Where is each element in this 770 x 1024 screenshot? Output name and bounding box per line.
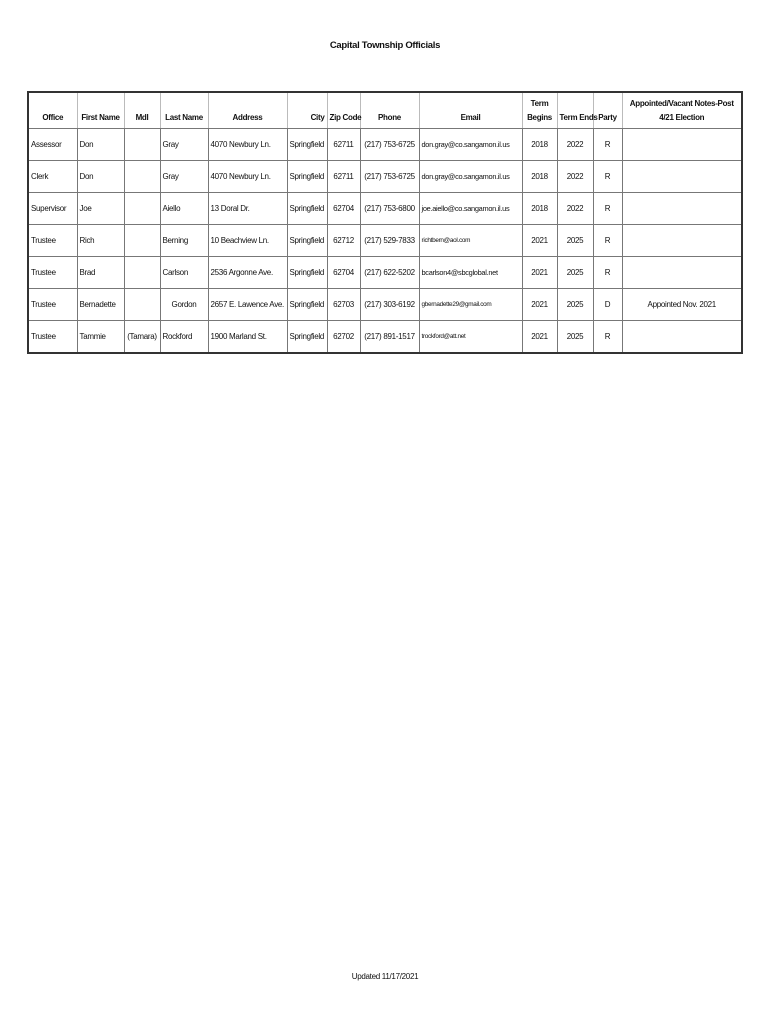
col-header-phone: Phone xyxy=(360,92,419,129)
cell-last-name: Gordon xyxy=(160,289,208,321)
cell-zip: 62711 xyxy=(327,161,360,193)
table-row xyxy=(28,289,742,321)
cell-zip: 62702 xyxy=(327,321,360,354)
cell-mdl xyxy=(124,161,160,193)
cell-party: R xyxy=(593,129,622,161)
cell-zip: 62712 xyxy=(327,225,360,257)
cell-term-begins: 2021 xyxy=(522,321,557,354)
col-header-city: City xyxy=(287,92,327,129)
cell-mdl xyxy=(124,289,160,321)
cell-city: Springfield xyxy=(287,321,327,354)
cell-term-begins: 2021 xyxy=(522,225,557,257)
cell-term-ends: 2025 xyxy=(557,257,593,289)
col-header-address: Address xyxy=(208,92,287,129)
cell-term-ends: 2025 xyxy=(557,321,593,354)
cell-mdl xyxy=(124,129,160,161)
cell-first-name: Rich xyxy=(77,225,124,257)
cell-email: don.gray@co.sangamon.il.us xyxy=(419,161,522,193)
cell-last-name: Gray xyxy=(160,161,208,193)
cell-term-ends: 2022 xyxy=(557,129,593,161)
table-header-row xyxy=(28,92,742,129)
cell-term-begins: 2021 xyxy=(522,257,557,289)
table-row xyxy=(28,257,742,289)
cell-address: 10 Beachview Ln. xyxy=(208,225,287,257)
term-begins-line-2: Begins xyxy=(527,113,552,122)
cell-address: 13 Doral Dr. xyxy=(208,193,287,225)
cell-party: D xyxy=(593,289,622,321)
table-row xyxy=(28,225,742,257)
cell-term-begins: 2018 xyxy=(522,129,557,161)
cell-zip: 62711 xyxy=(327,129,360,161)
cell-office: Assessor xyxy=(28,129,77,161)
cell-term-ends: 2022 xyxy=(557,161,593,193)
cell-office: Trustee xyxy=(28,225,77,257)
cell-address: 1900 Marland St. xyxy=(208,321,287,354)
cell-city: Springfield xyxy=(287,161,327,193)
cell-zip: 62703 xyxy=(327,289,360,321)
cell-last-name: Berning xyxy=(160,225,208,257)
page-title: Capital Township Officials xyxy=(329,40,441,51)
cell-address: 4070 Newbury Ln. xyxy=(208,161,287,193)
cell-office: Clerk xyxy=(28,161,77,193)
cell-last-name: Carlson xyxy=(160,257,208,289)
cell-last-name: Rockford xyxy=(160,321,208,354)
table-row xyxy=(28,161,742,193)
cell-first-name: Bernadette xyxy=(77,289,124,321)
cell-email: richtbern@aol.com xyxy=(419,225,522,257)
col-header-last-name: Last Name xyxy=(160,92,208,129)
cell-mdl xyxy=(124,225,160,257)
cell-mdl: (Tamara) xyxy=(124,321,160,354)
cell-notes xyxy=(622,257,742,289)
cell-first-name: Don xyxy=(77,129,124,161)
cell-party: R xyxy=(593,193,622,225)
cell-last-name: Gray xyxy=(160,129,208,161)
cell-mdl xyxy=(124,193,160,225)
cell-first-name: Joe xyxy=(77,193,124,225)
cell-phone: (217) 303-6192 xyxy=(360,289,419,321)
col-header-office: Office xyxy=(28,92,77,129)
cell-address: 2536 Argonne Ave. xyxy=(208,257,287,289)
cell-zip: 62704 xyxy=(327,193,360,225)
cell-city: Springfield xyxy=(287,129,327,161)
cell-notes xyxy=(622,225,742,257)
cell-phone: (217) 753-6725 xyxy=(360,161,419,193)
term-begins-line-1: Term xyxy=(530,99,549,108)
notes-line-2: 4/21 Election xyxy=(659,113,705,122)
cell-city: Springfield xyxy=(287,225,327,257)
cell-notes xyxy=(622,193,742,225)
col-header-mdl: Mdl xyxy=(124,92,160,129)
cell-party: R xyxy=(593,225,622,257)
table-row xyxy=(28,129,742,161)
col-header-party: Party xyxy=(593,92,622,129)
cell-last-name: Aiello xyxy=(160,193,208,225)
updated-date: Updated 11/17/2021 xyxy=(351,972,419,981)
col-header-zip: Zip Code xyxy=(327,92,360,129)
col-header-term-begins xyxy=(522,92,557,129)
cell-email: joe.aiello@co.sangamon.il.us xyxy=(419,193,522,225)
cell-first-name: Don xyxy=(77,161,124,193)
col-header-email: Email xyxy=(419,92,522,129)
cell-address: 4070 Newbury Ln. xyxy=(208,129,287,161)
cell-party: R xyxy=(593,161,622,193)
cell-phone: (217) 622-5202 xyxy=(360,257,419,289)
cell-term-begins: 2018 xyxy=(522,193,557,225)
cell-zip: 62704 xyxy=(327,257,360,289)
notes-line-1: Appointed/Vacant Notes-Post xyxy=(629,99,734,108)
cell-email: gbernadette29@gmail.com xyxy=(419,289,522,321)
cell-office: Trustee xyxy=(28,289,77,321)
cell-office: Trustee xyxy=(28,321,77,354)
cell-phone: (217) 753-6725 xyxy=(360,129,419,161)
cell-party: R xyxy=(593,257,622,289)
col-header-notes xyxy=(622,92,742,129)
cell-email: bcarlson4@sbcglobal.net xyxy=(419,257,522,289)
col-header-first-name: First Name xyxy=(77,92,124,129)
cell-notes: Appointed Nov. 2021 xyxy=(622,289,742,321)
officials-table xyxy=(27,91,743,354)
table-row xyxy=(28,321,742,354)
cell-city: Springfield xyxy=(287,289,327,321)
cell-address: 2657 E. Lawence Ave. xyxy=(208,289,287,321)
cell-notes xyxy=(622,321,742,354)
cell-first-name: Brad xyxy=(77,257,124,289)
cell-office: Trustee xyxy=(28,257,77,289)
cell-notes xyxy=(622,129,742,161)
cell-term-ends: 2022 xyxy=(557,193,593,225)
cell-office: Supervisor xyxy=(28,193,77,225)
cell-phone: (217) 753-6800 xyxy=(360,193,419,225)
cell-city: Springfield xyxy=(287,193,327,225)
col-header-term-ends: Term Ends xyxy=(557,92,593,129)
cell-email: trockford@att.net xyxy=(419,321,522,354)
cell-party: R xyxy=(593,321,622,354)
cell-term-begins: 2018 xyxy=(522,161,557,193)
cell-phone: (217) 529-7833 xyxy=(360,225,419,257)
cell-city: Springfield xyxy=(287,257,327,289)
cell-term-begins: 2021 xyxy=(522,289,557,321)
table-row xyxy=(28,193,742,225)
cell-phone: (217) 891-1517 xyxy=(360,321,419,354)
cell-email: don.gray@co.sangamon.il.us xyxy=(419,129,522,161)
cell-term-ends: 2025 xyxy=(557,289,593,321)
cell-notes xyxy=(622,161,742,193)
cell-mdl xyxy=(124,257,160,289)
cell-term-ends: 2025 xyxy=(557,225,593,257)
cell-first-name: Tammie xyxy=(77,321,124,354)
